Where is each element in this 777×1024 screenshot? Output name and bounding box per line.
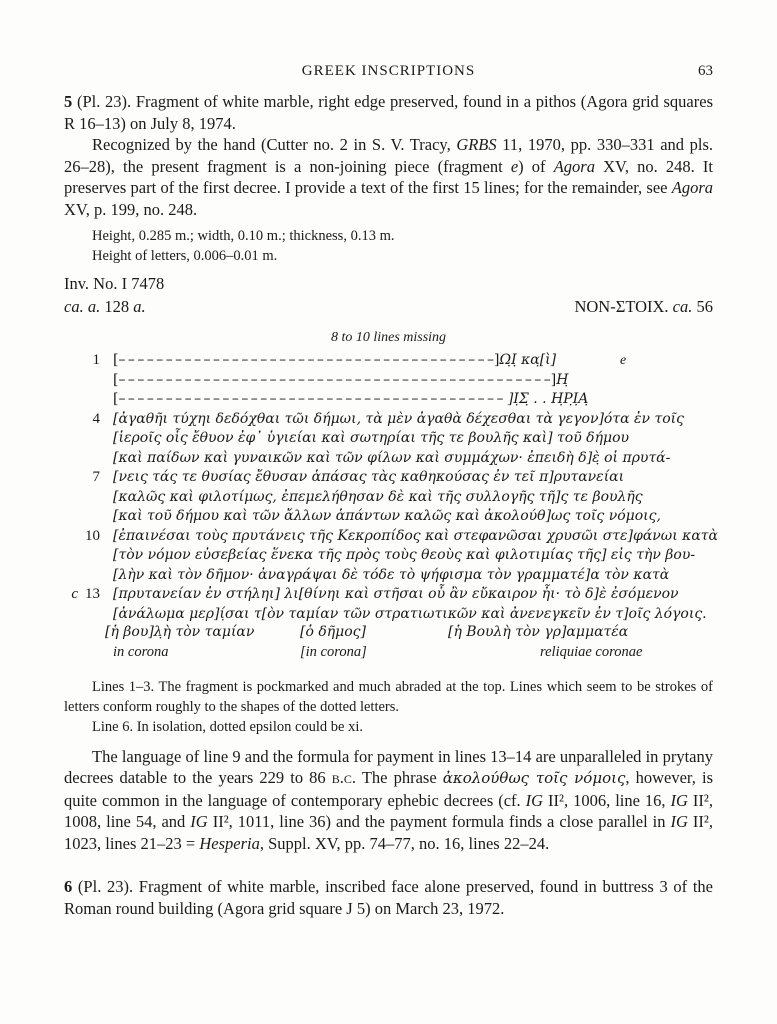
text-segment: Recognized by the hand (Cutter no. 2 in S. V. Tracy, — [92, 135, 457, 154]
inscription-line-text: [τὸν νόμον εὐσεβείας ἕνεκα τῆς πρὸς τοὺς θεοὺς καὶ φιλοτιμίας τῆς] εἰς τὴν βου- — [113, 547, 696, 563]
inscription-line-15-crowns — [64, 624, 713, 644]
inscription-line-7 — [64, 468, 713, 488]
text-segment: GRBS — [456, 135, 497, 154]
text-segment: (Pl. 23). Fragment of white marble, inscribed face alone preserved, found in buttress 3 of the Roman round building (Agora grid square J 5) on March 23, 1972. — [64, 877, 713, 918]
preserved-letters: ]Ι̣Σ̣ . . Η̣Ρ̣Ι̣Α̣ — [503, 391, 589, 407]
text-segment: The language of line 9 and the formula for payment in lines 13–14 are unparalleled in prytany decrees datable to the years 229 to 86 — [64, 746, 713, 787]
entry6-intro — [64, 876, 713, 919]
line-number — [64, 429, 100, 449]
lacuna-dashes: [– – – – – – – – – – – – – – – – – – – – – – – – – – – – – – – – – – – – – – – –] — [113, 352, 500, 368]
text-segment: b.c. — [331, 768, 357, 787]
text-segment: XV, p. 199, no. 248. — [64, 199, 198, 219]
crown-text-left: [ἡ βου]λ̣ὴ τὸν ταμίαν — [105, 624, 255, 640]
text-segment: IG — [190, 812, 208, 831]
measurement-line: Height of letters, 0.006–0.01 m. — [92, 248, 278, 264]
corona-note-right: reliquiae coronae — [540, 643, 643, 660]
line-number — [64, 546, 100, 566]
running-head: GREEK INSCRIPTIONS — [301, 63, 476, 79]
text-segment: ἀκολούθως τοῖς νόμοις — [442, 769, 626, 787]
text-segment: XV, no. 248. It preserves part of the first decree. I provide a text of the first 15 lines; for the remainder, see — [64, 156, 713, 197]
inscription-line-text: [ἱεροῖς οἷς ἔθυον ἐφ᾽ ὑγιείαι καὶ σωτηρίαι τῆς τε βουλῆς καὶ] τοῦ δήμου — [113, 430, 630, 446]
text-segment: Agora — [671, 178, 713, 197]
inscription-line-text: [ἐπαινέσαι τοὺς πρυτάνεις τῆς Κεκροπίδος καὶ στεφανῶσαι χρυσῶι στε]φάνωι κατὰ — [113, 527, 718, 544]
inscription-line-text — [113, 390, 588, 410]
text-segment: (Pl. 23). Fragment of white marble, right edge preserved, found in a pithos (Agora grid squares R 16–13) on July 8, 1974. — [64, 92, 713, 133]
inscription-line-14 — [64, 605, 713, 625]
inscription-line-text: [καὶ παίδων καὶ γυναικῶν καὶ τῶν φίλων καὶ συμμάχων· ἐπειδὴ δ]ὲ̣ οἱ πρυτά- — [113, 449, 671, 466]
text-segment: IG — [670, 812, 688, 831]
apparatus-note-line6: Line 6. In isolation, dotted epsilon could be xi. — [92, 718, 364, 735]
inscription-line-text: [πρυτανείαν ἐν στήληι] λι[θίνηι καὶ στῆσαι οὗ ἂν εὔκαιρον ἦι· τὸ δ]ὲ ἐσόμενον — [113, 586, 679, 602]
lacuna-dashes: [– – – – – – – – – – – – – – – – – – – – – – – – – – – – – – – – – – – – – – – – – — [113, 391, 504, 407]
inscription-line-text: [λὴν καὶ τὸν δῆμον· ἀναγράψαι δὲ τόδε τὸ ψήφισμα τὸν γραμματέ]α τὸν κατὰ — [113, 566, 670, 583]
corona-note-center: [in corona] — [300, 643, 367, 660]
fragment-marker: e — [620, 353, 627, 368]
inscription-line-6 — [64, 449, 713, 469]
text-segment: II², 1023, lines 21–23 = — [64, 812, 713, 853]
text-segment: 11, 1970, pp. 330–331 and pls. 26–28), the present fragment is a non-joining piece (fragment — [64, 135, 714, 176]
preserved-letters: Ω̣Ι̣ κα̣[ὶ] — [499, 352, 557, 368]
corona-note-row — [64, 644, 713, 664]
line-number-value: 13 — [85, 586, 100, 602]
inscription-line-8 — [64, 488, 713, 508]
inscription-line-text: [καλῶς καὶ φιλοτίμως, ἐπεμελήθησαν δὲ καὶ τῆς συλλογῆς τῆ]ς τε βουλῆς — [113, 488, 643, 505]
inscription-line-3 — [64, 390, 713, 410]
inscription-line-text: [καὶ τοῦ δήμου καὶ τῶν ἄλλων ἁπάντων καλῶς καὶ ἀκολούθ]ως τοῖς νόμοις, — [113, 508, 661, 524]
line-number — [64, 449, 100, 469]
inscription-text — [64, 351, 718, 664]
crown-text-center: [ὁ δῆμος] — [300, 624, 366, 640]
inscription-line-text — [113, 371, 568, 391]
inscription-line-10 — [64, 527, 718, 547]
text-segment: ) of — [518, 156, 554, 176]
line-number — [64, 371, 100, 391]
inscription-line-4 — [64, 410, 713, 430]
corona-note-left: in corona — [113, 643, 169, 660]
text-segment: , however, is quite common in the language of contemporary ephebic decrees (cf. — [64, 768, 713, 810]
line-number: 4 — [92, 410, 100, 427]
text-segment: 128 — [100, 297, 134, 316]
inscription-line-12 — [64, 566, 713, 586]
line-number: 1 — [92, 352, 100, 368]
text-segment: The phrase — [356, 768, 443, 787]
measurement-line: Height, 0.285 m.; width, 0.10 m.; thickness, 0.13 m. — [92, 228, 395, 244]
date-attribution — [64, 296, 146, 317]
lacuna-dashes: [– – – – – – – – – – – – – – – – – – – – – – – – – – – – – – – – – – – – – – – – – – – – – –] — [113, 371, 557, 388]
text-segment: a. — [133, 297, 146, 316]
inscription-line-text: [νεις τάς τε θυσίας ἔθυσαν ἁπάσας τὰς καθηκούσας ἐν τεῖ π]ρυτανείαι — [113, 469, 625, 485]
text-segment: 6 — [64, 877, 73, 896]
line-number — [64, 566, 100, 586]
text-segment: , Suppl. XV, pp. 74–77, no. 16, lines 22–24. — [259, 833, 550, 853]
text-segment: II², 1008, line 54, and — [64, 790, 713, 831]
entry5-discussion — [64, 746, 713, 855]
entry5-intro — [64, 91, 713, 134]
date-row — [64, 296, 713, 317]
text-segment: II², 1006, line 16, — [543, 790, 671, 810]
text-segment: 56 — [692, 297, 713, 316]
crown-text-right: [ἡ Βουλὴ τὸν γρ]αμματέα — [448, 624, 629, 640]
text-segment: Hesperia — [199, 833, 260, 853]
inventory-number: Inv. No. I 7478 — [64, 274, 165, 293]
text-segment: ca. — [672, 297, 693, 316]
text-segment: Agora — [553, 156, 595, 176]
text-segment: II², 1011, line 36) and the payment formula finds a close parallel in — [207, 812, 671, 831]
preserved-letters: Η̣ — [556, 371, 569, 388]
text-segment: IG — [670, 790, 688, 810]
text-segment: IG — [525, 790, 544, 810]
inscription-line-9 — [64, 507, 713, 527]
inscription-line-13 — [64, 585, 713, 605]
fragment-marker: c — [71, 586, 78, 602]
inscription-line-text: [ἀνάλωμα μερ]ί̣σαι τ[ὸν ταμίαν τῶν στρατιωτικῶν καὶ ἀνενεγκεῖν ἐν τ]οῖς λόγοις. — [113, 605, 707, 622]
text-segment: 5 — [64, 92, 73, 111]
lacuna-note: 8 to 10 lines missing — [330, 330, 447, 345]
line-number: 10 — [85, 527, 100, 544]
stoichedon-note — [574, 296, 713, 317]
entry5-provenance — [64, 134, 713, 220]
measurements-block — [92, 226, 713, 266]
line-number — [64, 507, 100, 527]
line-number — [64, 488, 100, 508]
text-segment: e — [510, 156, 519, 176]
page-header — [64, 63, 713, 81]
line-number — [64, 390, 100, 410]
inscription-line-text — [113, 351, 556, 371]
inscription-line-1 — [64, 351, 713, 371]
line-number — [64, 585, 100, 605]
line-number: 7 — [92, 469, 100, 485]
text-segment: ca. a. — [64, 297, 101, 316]
inscription-line-11 — [64, 546, 713, 566]
page-number: 63 — [698, 63, 713, 79]
apparatus-note-lines1-3: Lines 1–3. The fragment is pockmarked and much abraded at the top. Lines which seem to be strokes of letters conform roughly to the shapes of the dotted letters. — [64, 678, 713, 715]
inscription-line-2 — [64, 371, 713, 391]
line-number — [64, 605, 100, 625]
text-segment: NON-ΣΤΟΙΧ. — [574, 297, 673, 316]
inscription-line-5 — [64, 429, 713, 449]
inscription-line-text: [ἀγαθῆι τύχηι δεδόχθαι τῶι δήμωι, τὰ μὲν ἀγαθὰ δέχεσθαι τὰ γεγον]ότα ἐν τοῖς — [113, 410, 684, 427]
